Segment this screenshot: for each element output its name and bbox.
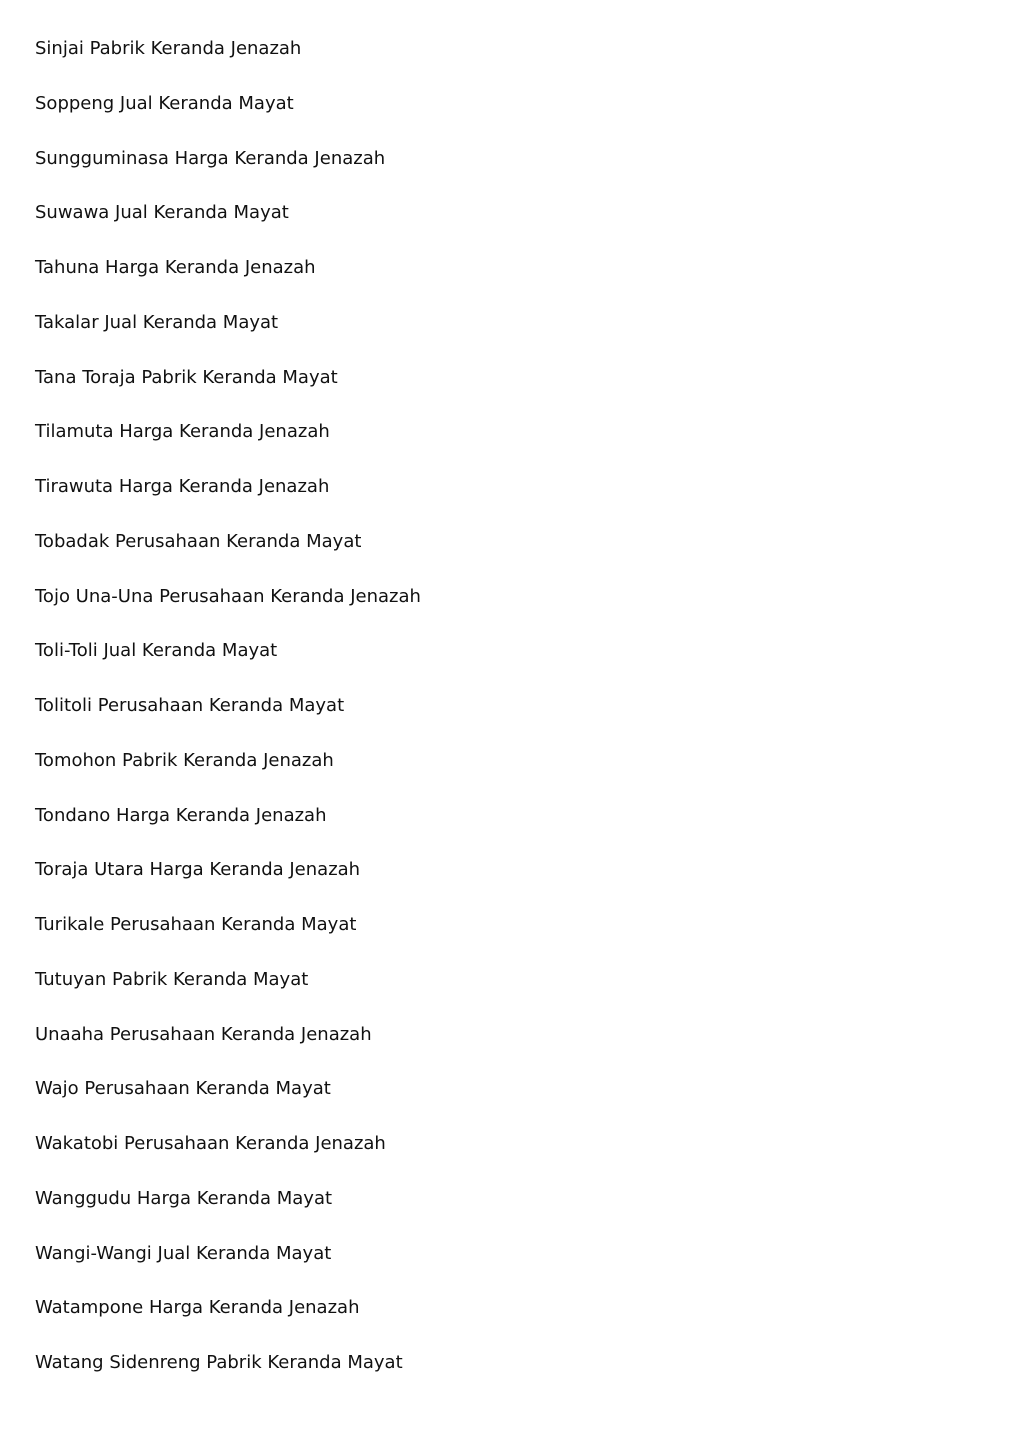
list-item: Toraja Utara Harga Keranda Jenazah	[35, 859, 361, 881]
list-item: Tolitoli Perusahaan Keranda Mayat	[35, 695, 345, 716]
list-item: Wajo Perusahaan Keranda Mayat	[35, 1078, 331, 1100]
list-item: Tobadak Perusahaan Keranda Mayat	[35, 530, 362, 552]
list-item: Sinjai Pabrik Keranda Jenazah	[35, 38, 302, 59]
list-item: Tirawuta Harga Keranda Jenazah	[35, 476, 330, 497]
list-item: Watampone Harga Keranda Jenazah	[35, 1297, 360, 1319]
list-item: Tutuyan Pabrik Keranda Mayat	[35, 968, 309, 990]
list-item: Tana Toraja Pabrik Keranda Mayat	[35, 366, 338, 388]
list-item: Toli-Toli Jual Keranda Mayat	[35, 640, 278, 662]
list-item: Watang Sidenreng Pabrik Keranda Mayat	[35, 1352, 403, 1373]
list-item: Wanggudu Harga Keranda Mayat	[35, 1187, 333, 1209]
list-item: Sungguminasa Harga Keranda Jenazah	[35, 147, 386, 169]
list-item: Tahuna Harga Keranda Jenazah	[35, 257, 316, 278]
list-item: Wangi-Wangi Jual Keranda Mayat	[35, 1242, 332, 1264]
list-item: Soppeng Jual Keranda Mayat	[35, 92, 294, 114]
list-item: Unaaha Perusahaan Keranda Jenazah	[35, 1023, 372, 1045]
list-item: Tomohon Pabrik Keranda Jenazah	[35, 749, 334, 771]
list-item: Tondano Harga Keranda Jenazah	[35, 804, 327, 826]
list-item: Takalar Jual Keranda Mayat	[35, 311, 279, 333]
location-list	[35, 37, 421, 1406]
list-item: Tojo Una-Una Perusahaan Keranda Jenazah	[35, 585, 421, 607]
list-item: Tilamuta Harga Keranda Jenazah	[35, 421, 330, 443]
list-item: Turikale Perusahaan Keranda Mayat	[35, 914, 357, 935]
list-item: Suwawa Jual Keranda Mayat	[35, 202, 289, 224]
list-item: Wakatobi Perusahaan Keranda Jenazah	[35, 1133, 386, 1154]
